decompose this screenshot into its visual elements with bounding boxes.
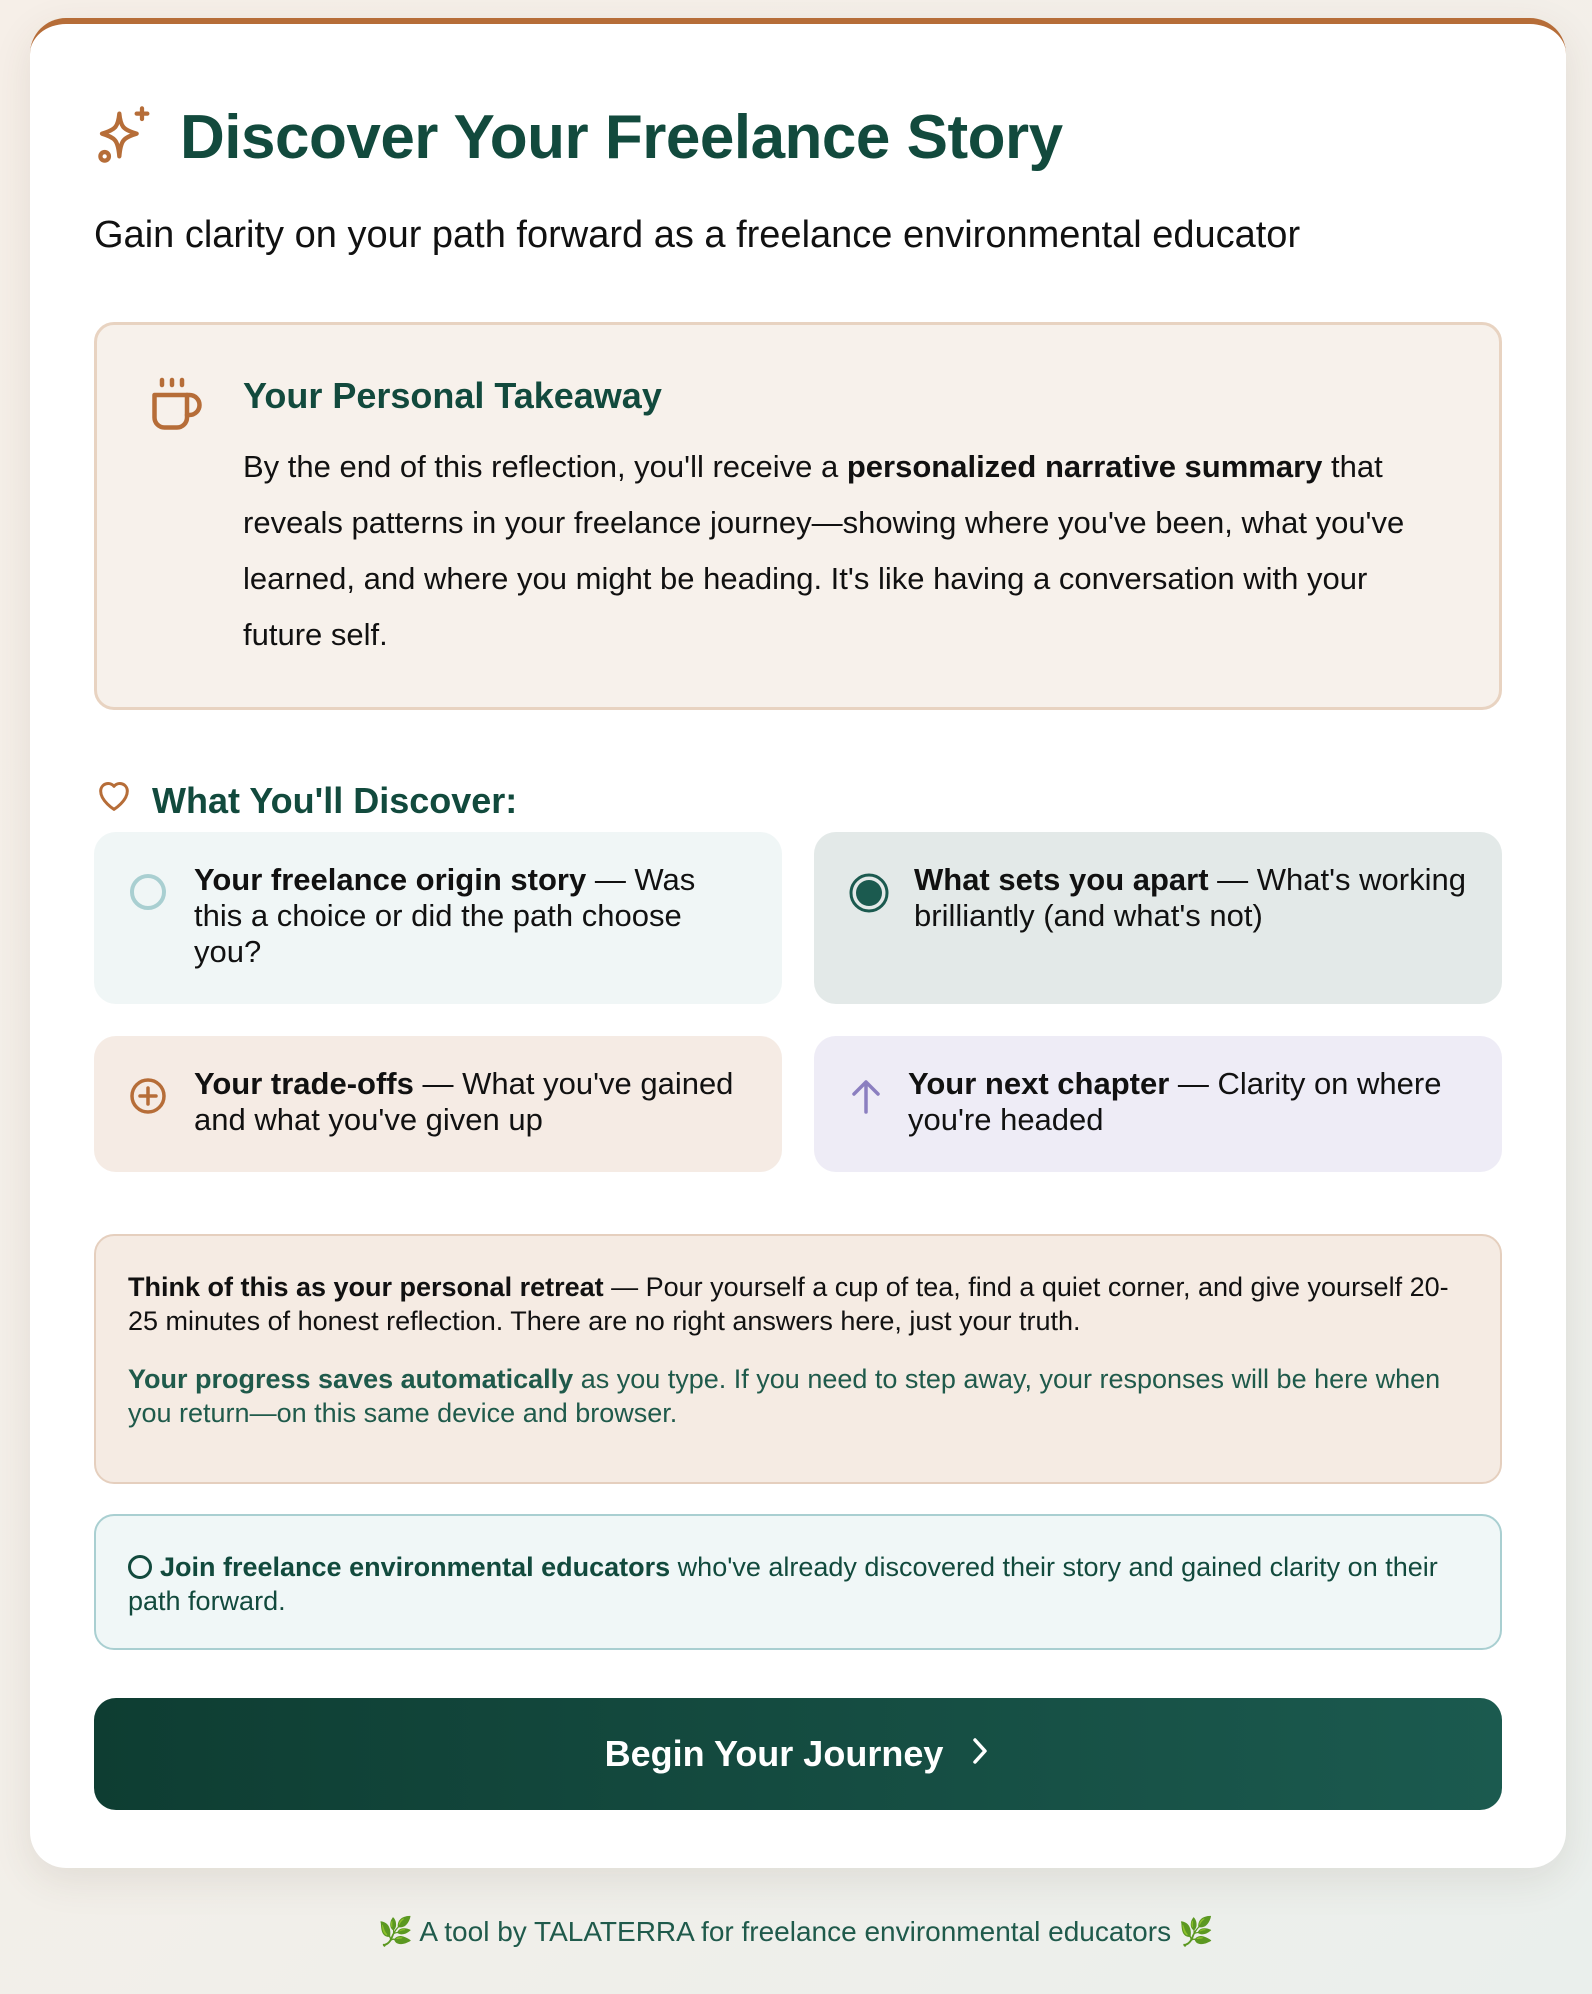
retreat-note: [94, 1234, 1502, 1484]
page-subtitle: Gain clarity on your path forward as a freelance environmental educator: [94, 214, 1301, 256]
autosave-desc: as you type. If you need to step away, your responses will be here when you return—on this same device and browser.: [128, 1364, 1441, 1428]
begin-journey-label: Begin Your Journey: [604, 1733, 944, 1774]
takeaway-text-end: that reveals patterns in your freelance journey—showing where you've been, what you've learned, and where you might be heading. It's like having a conversation with your future self.: [243, 449, 1405, 652]
takeaway-heading: Your Personal Takeaway: [243, 375, 662, 416]
discover-item-text: [194, 862, 752, 970]
discover-item-apart: [814, 832, 1502, 1004]
join-note: [94, 1514, 1502, 1650]
discover-item-text: [908, 1066, 1472, 1138]
radio-filled-icon: [848, 872, 890, 919]
retreat-desc: — Pour yourself a cup of tea, find a quiet corner, and give yourself 20-25 minutes of honest reflection. There are no right answers here, just your truth.: [128, 1272, 1449, 1336]
heart-icon: [94, 776, 134, 825]
discover-item-next: [814, 1036, 1502, 1172]
autosave-text: [128, 1362, 1468, 1430]
footer: [0, 1915, 1592, 1948]
join-bold: Join freelance environmental educators: [160, 1552, 671, 1582]
title-row: [94, 102, 1063, 173]
sparkles-icon: [94, 103, 158, 172]
join-desc: who've already discovered their story and gained clarity on their path forward.: [128, 1552, 1438, 1616]
discover-item-desc: — What you've gained and what you've given up: [194, 1066, 734, 1137]
coffee-cup-icon: [147, 375, 207, 440]
circle-icon: [128, 1555, 152, 1579]
discover-item-origin: [94, 832, 782, 1004]
discover-heading-row: [94, 776, 517, 825]
plus-circle-icon: [128, 1076, 168, 1121]
discover-item-text: [194, 1066, 752, 1138]
footer-text: A tool by TALATERRA for freelance environmental educators: [419, 1916, 1172, 1947]
page-title: Discover Your Freelance Story: [180, 103, 1063, 172]
circle-outline-icon: [128, 872, 168, 917]
main-card: [30, 18, 1566, 1868]
takeaway-text-bold: personalized narrative summary: [846, 449, 1323, 484]
retreat-bold: Think of this as your personal retreat: [128, 1272, 604, 1302]
leaf-icon: 🌿: [378, 1916, 414, 1947]
begin-journey-button[interactable]: [94, 1698, 1502, 1810]
discover-heading: What You'll Discover:: [152, 779, 518, 821]
discover-item-bold: What sets you apart: [914, 862, 1209, 897]
arrow-up-icon: [848, 1076, 884, 1121]
takeaway-text-start: By the end of this reflection, you'll receive a: [243, 449, 847, 484]
discover-item-bold: Your trade-offs: [194, 1066, 414, 1101]
discover-item-tradeoffs: [94, 1036, 782, 1172]
discover-item-desc: — What's working brilliantly (and what's not): [914, 862, 1466, 933]
takeaway-text: [243, 439, 1453, 663]
discover-item-bold: Your next chapter: [908, 1066, 1170, 1101]
retreat-text: [128, 1270, 1468, 1338]
discover-item-bold: Your freelance origin story: [194, 862, 587, 897]
takeaway-panel: [94, 322, 1502, 710]
discover-item-desc: — Was this a choice or did the path choose you?: [194, 862, 696, 969]
discover-item-text: [914, 862, 1472, 934]
leaf-icon: 🌿: [1178, 1916, 1214, 1947]
discover-item-desc: — Clarity on where you're headed: [908, 1066, 1442, 1137]
chevron-right-icon: [969, 1733, 991, 1775]
autosave-bold: Your progress saves automatically: [128, 1364, 574, 1394]
